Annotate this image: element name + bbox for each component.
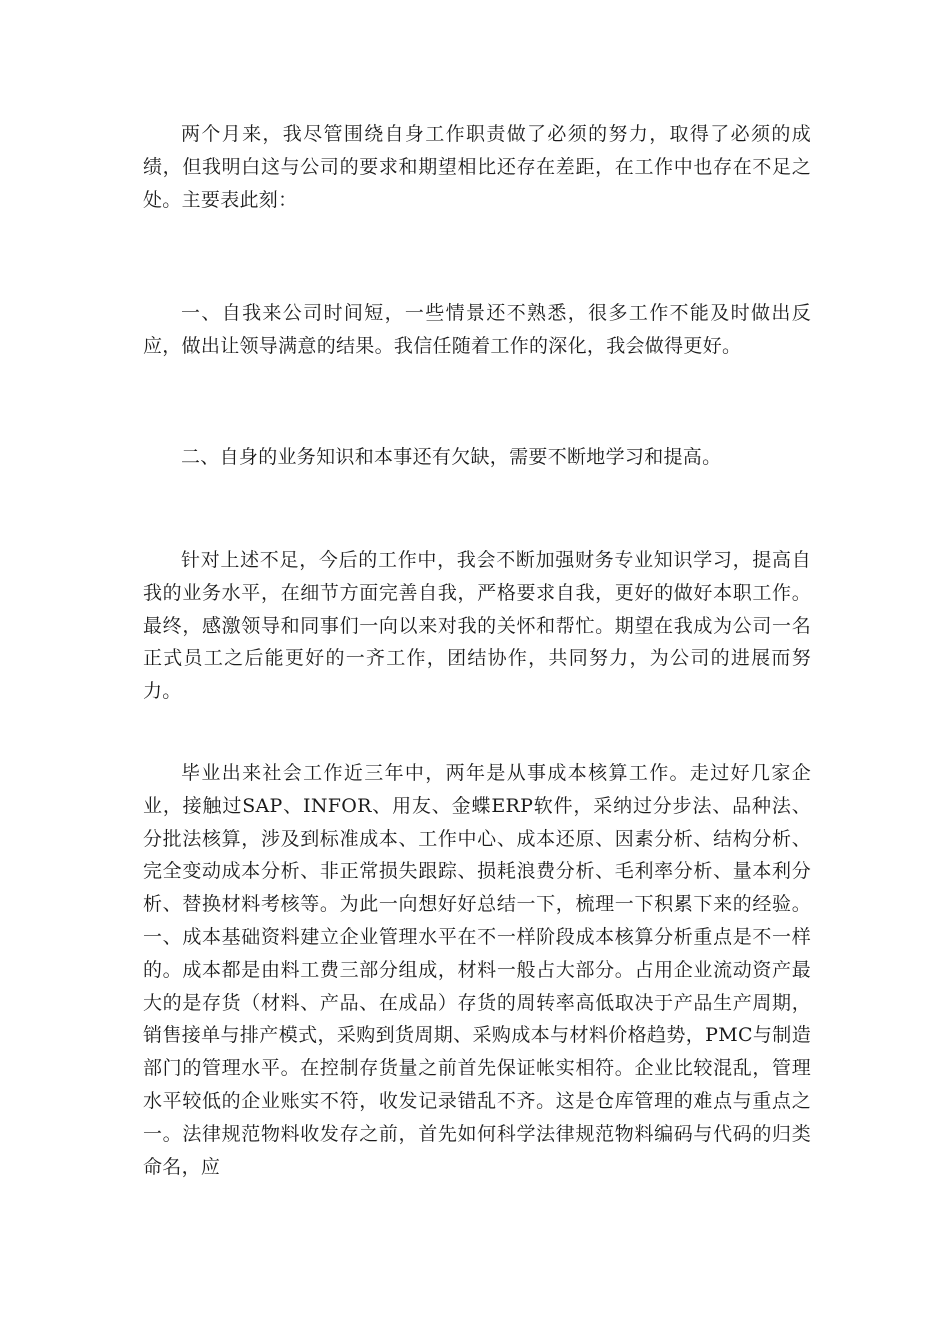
paragraph-cost-accounting: 毕业出来社会工作近三年中，两年是从事成本核算工作。走过好几家企业，接触过SAP、INFOR、用友、金蝶ERP软件，采纳过分步法、品种法、分批法核算，涉及到标准成本、工作中心、成本还原、因素分析、结构分析、完全变动成本分析、非正常损失跟踪、损耗浪费分析、毛利率分析、量本利分析、替换材料考核等。为此一向想好好总结一下，梳理一下积累下来的经验。一、成本基础资料建立企业管理水平在不一样阶段成本核算分析重点是不一样的。成本都是由料工费三部分组成，材料一般占大部分。占用企业流动资产最大的是存货（材料、产品、在成品）存货的周转率高低取决于产品生产周期，销售接单与排产模式，采购到货周期、采购成本与材料价格趋势，PMC与制造部门的管理水平。在控制存货量之前首先保证帐实相符。企业比较混乱，管理水平较低的企业账实不符，收发记录错乱不齐。这是仓库管理的难点与重点之一。法律规范物料收发存之前，首先如何科学法律规范物料编码与代码的归类命名，应 [143,762,811,1178]
paragraph-intro: 两个月来，我尽管围绕自身工作职责做了必须的努力，取得了必须的成绩，但我明白这与公司的要求和期望相比还存在差距，在工作中也存在不足之处。主要表此刻： [143,123,811,211]
paragraph-improvement-plan: 针对上述不足，今后的工作中，我会不断加强财务专业知识学习，提高自我的业务水平，在细节方面完善自我，严格要求自我，更好的做好本职工作。最终，感激领导和同事们一向以来对我的关怀和帮忙。期望在我成为公司一名正式员工之后能更好的一齐工作，团结协作，共同努力，为公司的进展而努力。 [143,549,811,703]
paragraph-point-two: 二、自身的业务知识和本事还有欠缺，需要不断地学习和提高。 [181,446,722,468]
paragraph-point-one: 一、自我来公司时间短，一些情景还不熟悉，很多工作不能及时做出反应，做出让领导满意的结果。我信任随着工作的深化，我会做得更好。 [143,302,811,357]
